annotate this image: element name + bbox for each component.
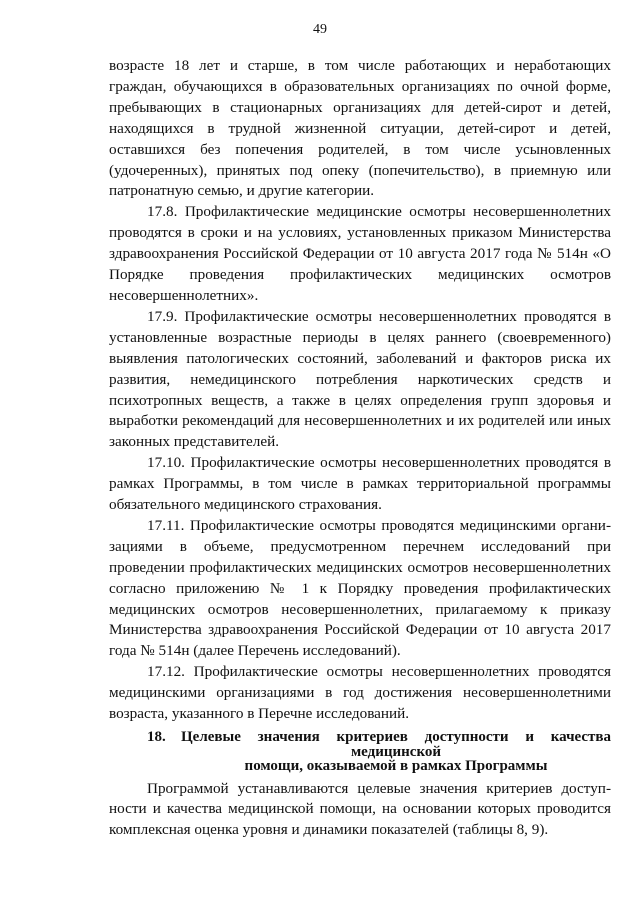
paragraph-17-11: 17.11. Профилактические осмотры проводятся медицинскими организациями в объеме, предусмотренном перечнем исследований при проведении профилактических медицинских осмотров несовершеннолетних согласно приложению № 1 к Порядку проведения профилактических медицинских осмотров несовершеннолетних, прилагаемому к приказу Министерства здравоохранения Российской Федерации от 10 августа 2017 года № 514н (далее Перечень исследований). [109,516,611,660]
page-number: 49 [313,22,327,37]
section-title-line-2: помощи, оказываемой в рамках Программы [244,758,548,774]
paragraph-17-8: 17.8. Профилактические медицинские осмотры несовершеннолетних проводятся в сроки и на условиях, установленных приказом Министерства здравоохранения Российской Федерации от 10 августа 2017 года № 514н «О Порядке проведения профилактических медицинских осмотров несовершеннолетних». [109,203,611,304]
paragraph-17-12: 17.12. Профилактические осмотры несовершеннолетних проводятся медицинскими организациями в год достижения несовершеннолетними возраста, указанного в Перечне исследований. [109,663,611,723]
section-number: 18. [147,729,166,745]
section-paragraph: Программой устанавливаются целевые значения критериев доступности и качества медицинской помощи, на основании которых проводится комплексная оценка уровня и динамики показателей (таблицы 8, 9). [109,779,611,839]
section-heading [109,730,611,774]
section-title-line-1: Целевые значения критериев доступности и качества медицинской [181,729,611,760]
paragraph-continuation: возрасте 18 лет и старше, в том числе работающих и неработающих граждан, обучающихся в образовательных организациях по очной форме, пребывающих в стационарных организациях для детей-сирот и детей, находящихся в трудной жизненной ситуации, детей-сирот и детей, оставшихся без попечения родителей, в том числе усыновленных (удочеренных), принятых под опеку (попечительство), в приемную или патронатную семью, и другие категории. [109,57,611,200]
document-body [109,56,611,841]
paragraph-17-10: 17.10. Профилактические осмотры несовершеннолетних проводятся в рамках Программы, в том числе в рамках территориальной программы обязательного медицинского страхования. [109,454,611,514]
paragraph-17-9: 17.9. Профилактические осмотры несовершеннолетних проводятся в установленные возрастные периоды в целях раннего (своевременного) выявления патологических состояний, заболеваний и факторов риска их развития, немедицинского потребления наркотических средств и психотропных веществ, а также в целях определения групп здоровья и выработки рекомендаций для несовершеннолетних и их родителей или иных законных представителей. [109,307,611,451]
section-title [181,730,611,774]
